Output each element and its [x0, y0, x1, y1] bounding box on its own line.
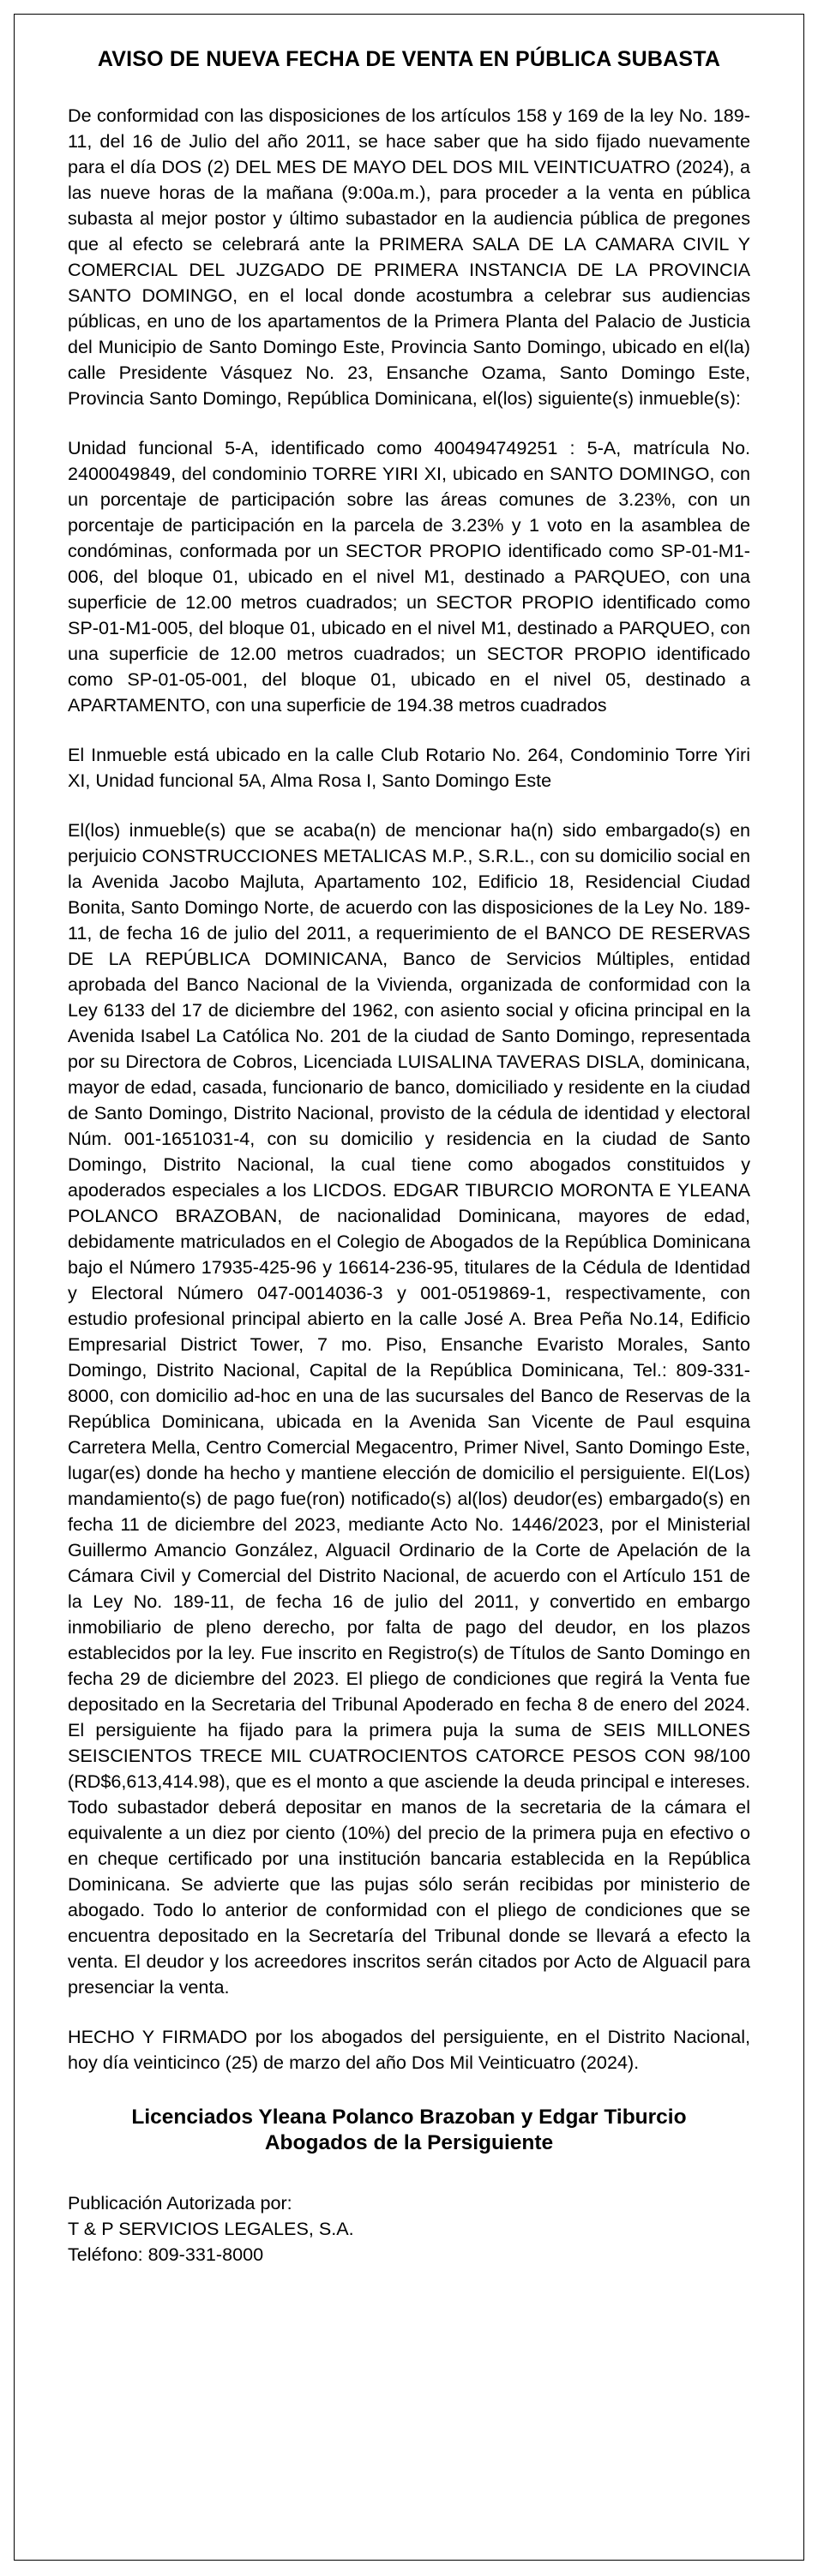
paragraph-auction-date: De conformidad con las disposiciones de los artículos 158 y 169 de la ley No. 189-11, del 16 de Julio del año 2011, se hace saber que ha sido fijado nuevamente para el día DOS (2) DEL MES DE MAYO DEL DOS MIL VEINTICUATRO (2024), a las nueve horas de la mañana (9:00a.m.), para proceder a la venta en pública subasta al mejor postor y último subastador en la audiencia pública de pregones que al efecto se celebrará ante la PRIMERA SALA DE LA CAMARA CIVIL Y COMERCIAL DEL JUZGADO DE PRIMERA INSTANCIA DE LA PROVINCIA SANTO DOMINGO, en el local donde acostumbra a celebrar sus audiencias públicas, en uno de los apartamentos de la Primera Planta del Palacio de Justicia del Municipio de Santo Domingo Este, Provincia Santo Domingo, ubicado en el(la) calle Presidente Vásquez No. 23, Ensanche Ozama, Santo Domingo Este, Provincia Santo Domingo, República Dominicana, el(los) siguiente(s) inmueble(s): — [68, 105, 750, 409]
publication-phone: Teléfono: 809-331-8000 — [68, 2244, 264, 2265]
paragraph-property-location: El Inmueble está ubicado en la calle Club Rotario No. 264, Condominio Torre Yiri XI, Unidad funcional 5A, Alma Rosa I, Santo Domingo Este — [68, 744, 750, 791]
publication-company: T & P SERVICIOS LEGALES, S.A. — [68, 2218, 354, 2239]
notice-title: AVISO DE NUEVA FECHA DE VENTA EN PÚBLICA SUBASTA — [97, 47, 721, 71]
paragraph-signed: HECHO Y FIRMADO por los abogados del persiguiente, en el Distrito Nacional, hoy día veinticinco (25) de marzo del año Dos Mil Veinticuatro (2024). — [68, 2026, 750, 2073]
paragraph-seizure-details: El(los) inmueble(s) que se acaba(n) de mencionar ha(n) sido embargado(s) en perjuicio CONSTRUCCIONES METALICAS M.P., S.R.L., con su domicilio social en la Avenida Jacobo Majluta, Apartamento 102, Edificio 18, Residencial Ciudad Bonita, Santo Domingo Norte, de acuerdo con las disposiciones de la Ley No. 189-11, de fecha 16 de julio del 2011, a requerimiento de el BANCO DE RESERVAS DE LA REPÚBLICA DOMINICANA, Banco de Servicios Múltiples, entidad aprobada del Banco Nacional de la Vivienda, organizada de conformidad con la Ley 6133 del 17 de diciembre del 1962, con asiento social y oficina principal en la Avenida Isabel La Católica No. 201 de la ciudad de Santo Domingo, representada por su Directora de Cobros, Licenciada LUISALINA TAVERAS DISLA, dominicana, mayor de edad, casada, funcionario de banco, domiciliado y residente en la ciudad de Santo Domingo, Distrito Nacional, provisto de la cédula de identidad y electoral Núm. 001-1651031-4, con su domicilio y residencia en la ciudad de Santo Domingo, Distrito Nacional, la cual tiene como abogados constituidos y apoderados especiales a los LICDOS. EDGAR TIBURCIO MORONTA E YLEANA POLANCO BRAZOBAN, de nacionalidad Dominicana, mayores de edad, debidamente matriculados en el Colegio de Abogados de la República Dominicana bajo el Número 17935-425-96 y 16614-236-95, titulares de la Cédula de Identidad y Electoral Número 047-0014036-3 y 001-0519869-1, respectivamente, con estudio profesional principal abierto en la calle José A. Brea Peña No.14, Edificio Empresarial District Tower, 7 mo. Piso, Ensanche Evaristo Morales, Santo Domingo, Distrito Nacional, Capital de la República Dominicana, Tel.: 809-331-8000, con domicilio ad-hoc en una de las sucursales del Banco de Reservas de la República Dominicana, ubicada en la Avenida San Vicente de Paul esquina Carretera Mella, Centro Comercial Megacentro, Primer Nivel, Santo Domingo Este, lugar(es) donde ha hecho y mantiene elección de domicilio el persiguiente. El(Los) mandamiento(s) de pago fue(ron) notificado(s) al(los) deudor(es) embargado(s) en fecha 11 de diciembre del 2023, mediante Acto No. 1446/2023, por el Ministerial Guillermo Amancio González, Alguacil Ordinario de la Corte de Apelación de la Cámara Civil y Comercial del Distrito Nacional, de acuerdo con el Artículo 151 de la Ley No. 189-11, de fecha 16 de julio del 2011, y convertido en embargo inmobiliario de pleno derecho, por falta de pago del deudor, en los plazos establecidos por la ley. Fue inscrito en Registro(s) de Títulos de Santo Domingo en fecha 29 de diciembre del 2023. El pliego de condiciones que regirá la Venta fue depositado en la Secretaria del Tribunal Apoderado en fecha 8 de enero del 2024. El persiguiente ha fijado para la primera puja la suma de SEIS MILLONES SEISCIENTOS TRECE MIL CUATROCIENTOS CATORCE PESOS CON 98/100 (RD$6,613,414.98), que es el monto a que asciende la deuda principal e intereses. Todo subastador deberá depositar en manos de la secretaria de la cámara el equivalente a un diez por ciento (10%) del precio de la primera puja en efectivo o en cheque certificado por una institución bancaria establecida en la República Dominicana. Se advierte que las pujas sólo serán recibidas por ministerio de abogado. Todo lo anterior de conformidad con el pliego de condiciones que se encuentra depositado en la Secretaría del Tribunal donde se llevará a efecto la venta. El deudor y los acreedores inscritos serán citados por Acto de Alguacil para presenciar la venta. — [68, 819, 750, 1998]
publication-label: Publicación Autorizada por: — [68, 2192, 292, 2214]
publication-block — [68, 2190, 750, 2267]
signature-block — [68, 2105, 750, 2156]
paragraph-property-description: Unidad funcional 5-A, identificado como 400494749251 : 5-A, matrícula No. 2400049849, del condominio TORRE YIRI XI, ubicado en SANTO DOMINGO, con un porcentaje de participación sobre las áreas comunes de 3.23%, con un porcentaje de participación en la parcela de 3.23% y 1 voto en la asamblea de condóminas, conformada por un SECTOR PROPIO identificado como SP-01-M1-006, del bloque 01, ubicado en el nivel M1, destinado a PARQUEO, con una superficie de 12.00 metros cuadrados; un SECTOR PROPIO identificado como SP-01-M1-005, del bloque 01, ubicado en el nivel M1, destinado a PARQUEO, con una superficie de 12.00 metros cuadrados; un SECTOR PROPIO identificado como SP-01-05-001, del bloque 01, ubicado en el nivel 05, destinado a APARTAMENTO, con una superficie de 194.38 metros cuadrados — [68, 437, 750, 716]
legal-notice — [14, 14, 804, 2561]
signature-role: Abogados de la Persiguiente — [264, 2131, 554, 2154]
notice-content — [68, 47, 750, 2267]
signature-names: Licenciados Yleana Polanco Brazoban y Edgar Tiburcio — [131, 2106, 687, 2129]
